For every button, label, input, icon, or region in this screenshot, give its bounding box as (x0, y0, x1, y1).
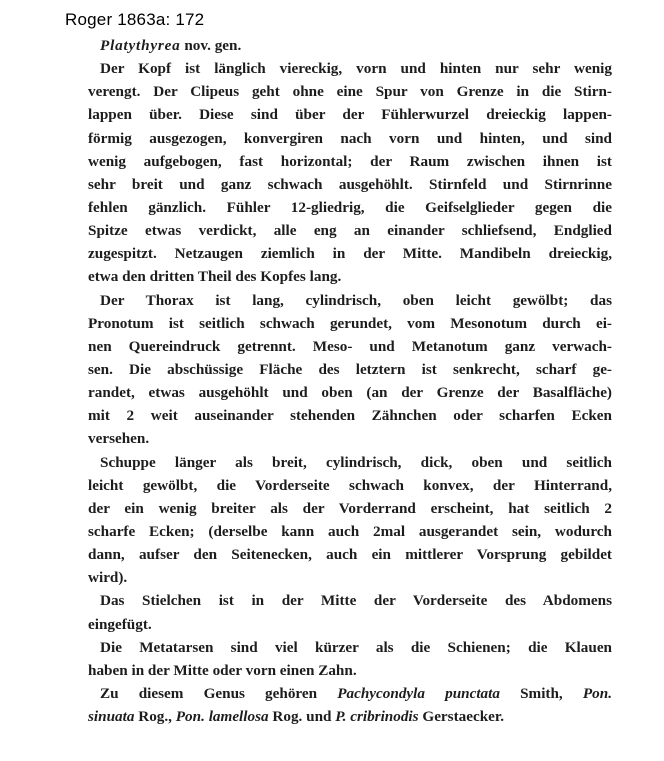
text-run: Smith, (499, 684, 583, 702)
text-line: eingefügt. (88, 615, 152, 633)
paragraph-thorax (88, 289, 612, 451)
text-line: Spitze etwas verdickt, alle eng an einander schliefsend, Endglied (88, 222, 612, 240)
text-run: Zu diesem Genus gehören (100, 684, 338, 702)
text-line: haben in der Mitte oder vorn einen Zahn. (88, 661, 357, 679)
text-line: verengt. Der Clipeus geht ohne eine Spur von Grenze in die Stirn- (88, 83, 612, 101)
text-run: Gerstaecker. (418, 708, 505, 726)
genus-title (88, 34, 612, 57)
text-line: Die Metatarsen sind viel kürzer als die Schienen; die Klauen (100, 638, 612, 656)
text-run: Rog. und (268, 708, 336, 726)
species-name: Pon. lamellosa (175, 708, 269, 726)
text-line (88, 705, 612, 728)
text-line: Der Kopf ist länglich viereckig, vorn und hinten nur sehr wenig (100, 60, 612, 78)
text-line (88, 682, 612, 705)
species-name: Pon. (582, 684, 612, 702)
text-line: zugespitzt. Netzaugen ziemlich in der Mitte. Mandibeln dreieckig, (88, 245, 612, 263)
text-line: der ein wenig breiter als der Vorderrand erscheint, hat seitlich 2 (88, 499, 612, 517)
species-name: sinuata (88, 708, 135, 726)
text-line: Pronotum ist seitlich schwach gerundet, vom Mesonotum durch ei- (88, 314, 612, 332)
genus-suffix: nov. gen. (180, 37, 242, 54)
text-line: leicht gewölbt, die Vorderseite schwach konvex, der Hinterrand, (88, 476, 612, 494)
text-line: sen. Die abschüssige Fläche des letztern ist senkrecht, scharf ge- (88, 360, 612, 378)
text-line: fehlen gänzlich. Fühler 12-gliedrig, die Geifselglieder gegen die (88, 198, 612, 216)
text-line: versehen. (88, 430, 150, 448)
text-line: Der Thorax ist lang, cylindrisch, oben leicht gewölbt; das (100, 291, 612, 309)
text-line: mit 2 weit auseinander stehenden Zähnchen oder scharfen Ecken (88, 407, 612, 425)
paragraph-head (88, 57, 612, 288)
text-line: Das Stielchen ist in der Mitte der Vorderseite des Abdomens (100, 592, 612, 610)
citation-label: Roger 1863a: 172 (65, 10, 205, 29)
text-line: lappen über. Diese sind über der Fühlerwurzel dreieckig lappen- (88, 106, 612, 124)
text-line: etwa den dritten Theil des Kopfes lang. (88, 268, 342, 286)
text-run: Rog., (134, 708, 176, 726)
text-line: förmig ausgezogen, konvergiren nach vorn und hinten, und sind (88, 129, 612, 147)
document-page (88, 34, 612, 728)
text-line: wird). (88, 569, 128, 587)
text-line: randet, etwas ausgehöhlt und oben (an der Grenze der Basalfläche) (88, 384, 612, 402)
text-line: Schuppe länger als breit, cylindrisch, dick, oben und seitlich (100, 453, 612, 471)
paragraph-scale (88, 451, 612, 590)
text-line: scharfe Ecken; (derselbe kann auch 2mal ausgerandet sein, wodurch (88, 522, 612, 540)
species-name: P. cribrinodis (335, 708, 419, 726)
text-line: wenig aufgebogen, fast horizontal; der Raum zwischen ihnen ist (88, 152, 612, 170)
species-name: Pachycondyla punctata (337, 684, 500, 702)
text-line: dann, aufser den Seitenecken, auch ein mittlerer Vorsprung gebildet (88, 546, 612, 564)
paragraph-metatarsus (88, 636, 612, 682)
text-line: nen Quereindruck getrennt. Meso- und Metanotum ganz verwach- (88, 337, 612, 355)
paragraph-petiole (88, 589, 612, 635)
genus-name: Platythyrea (100, 37, 181, 54)
text-line: sehr breit und ganz schwach ausgehöhlt. Stirnfeld und Stirnrinne (88, 175, 612, 193)
paragraph-species (88, 682, 612, 728)
